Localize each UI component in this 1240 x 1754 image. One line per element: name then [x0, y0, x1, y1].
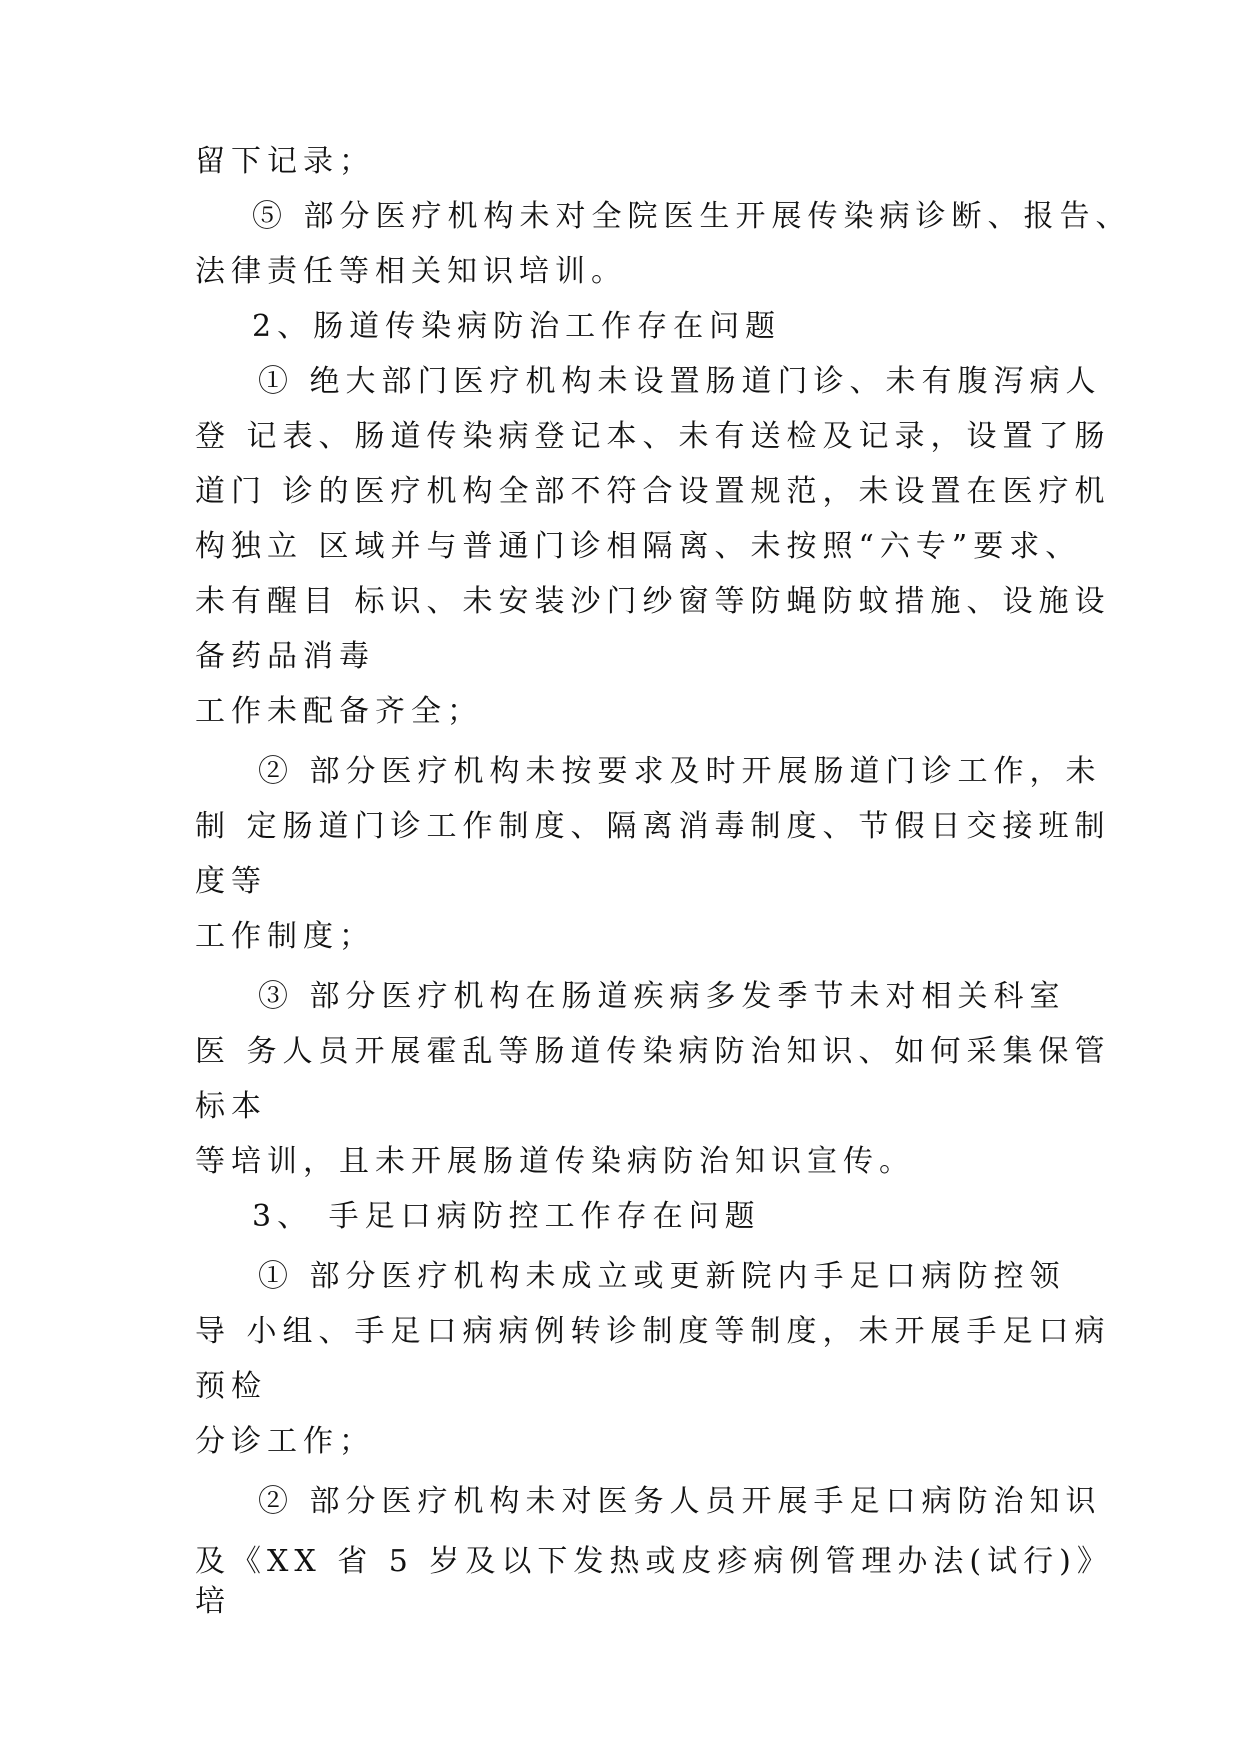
text-line: 医 务人员开展霍乱等肠道传染病防治知识、如何采集保管 [195, 1034, 1111, 1069]
text-line: 制 定肠道门诊工作制度、隔离消毒制度、节假日交接班制 [195, 809, 1111, 844]
text-line: 工作未配备齐全； [195, 694, 483, 729]
text-line: 备药品消毒 [195, 639, 375, 674]
text-line: 及《XX 省 5 岁及以下发热或皮疹病例管理办法(试行)》 [195, 1544, 1113, 1579]
text-line: ③ 部分医疗机构在肠道疾病多发季节未对相关科室 [258, 979, 1066, 1014]
text-line: 培 [195, 1584, 231, 1619]
text-line: 分诊工作； [195, 1424, 375, 1459]
text-line: 登 记表、肠道传染病登记本、未有送检及记录，设置了肠 [195, 419, 1111, 454]
text-line: ① 绝大部门医疗机构未设置肠道门诊、未有腹泻病人 [258, 364, 1102, 399]
text-line: 留下记录； [195, 144, 375, 179]
text-line: 道门 诊的医疗机构全部不符合设置规范，未设置在医疗机 [195, 474, 1111, 509]
text-line: 法律责任等相关知识培训。 [195, 254, 627, 289]
text-line: 预检 [195, 1369, 267, 1404]
text-line: ② 部分医疗机构未对医务人员开展手足口病防治知识 [258, 1484, 1102, 1519]
text-line: 工作制度； [195, 919, 375, 954]
section-heading: 2、肠道传染病防治工作存在问题 [252, 309, 782, 344]
text-line: 构独立 区域并与普通门诊相隔离、未按照“六专”要求、 [195, 529, 1082, 564]
text-line: 度等 [195, 864, 267, 899]
text-line: ② 部分医疗机构未按要求及时开展肠道门诊工作，未 [258, 754, 1102, 789]
text-line: 标本 [195, 1089, 267, 1124]
section-heading: 3、 手足口病防控工作存在问题 [252, 1199, 761, 1234]
text-line: 等培训，且未开展肠道传染病防治知识宣传。 [195, 1144, 915, 1179]
text-line: ⑤ 部分医疗机构未对全院医生开展传染病诊断、报告、 [252, 199, 1132, 234]
text-line: 导 小组、手足口病病例转诊制度等制度，未开展手足口病 [195, 1314, 1111, 1349]
text-line: 未有醒目 标识、未安装沙门纱窗等防蝇防蚊措施、设施设 [195, 584, 1111, 619]
text-line: ① 部分医疗机构未成立或更新院内手足口病防控领 [258, 1259, 1066, 1294]
